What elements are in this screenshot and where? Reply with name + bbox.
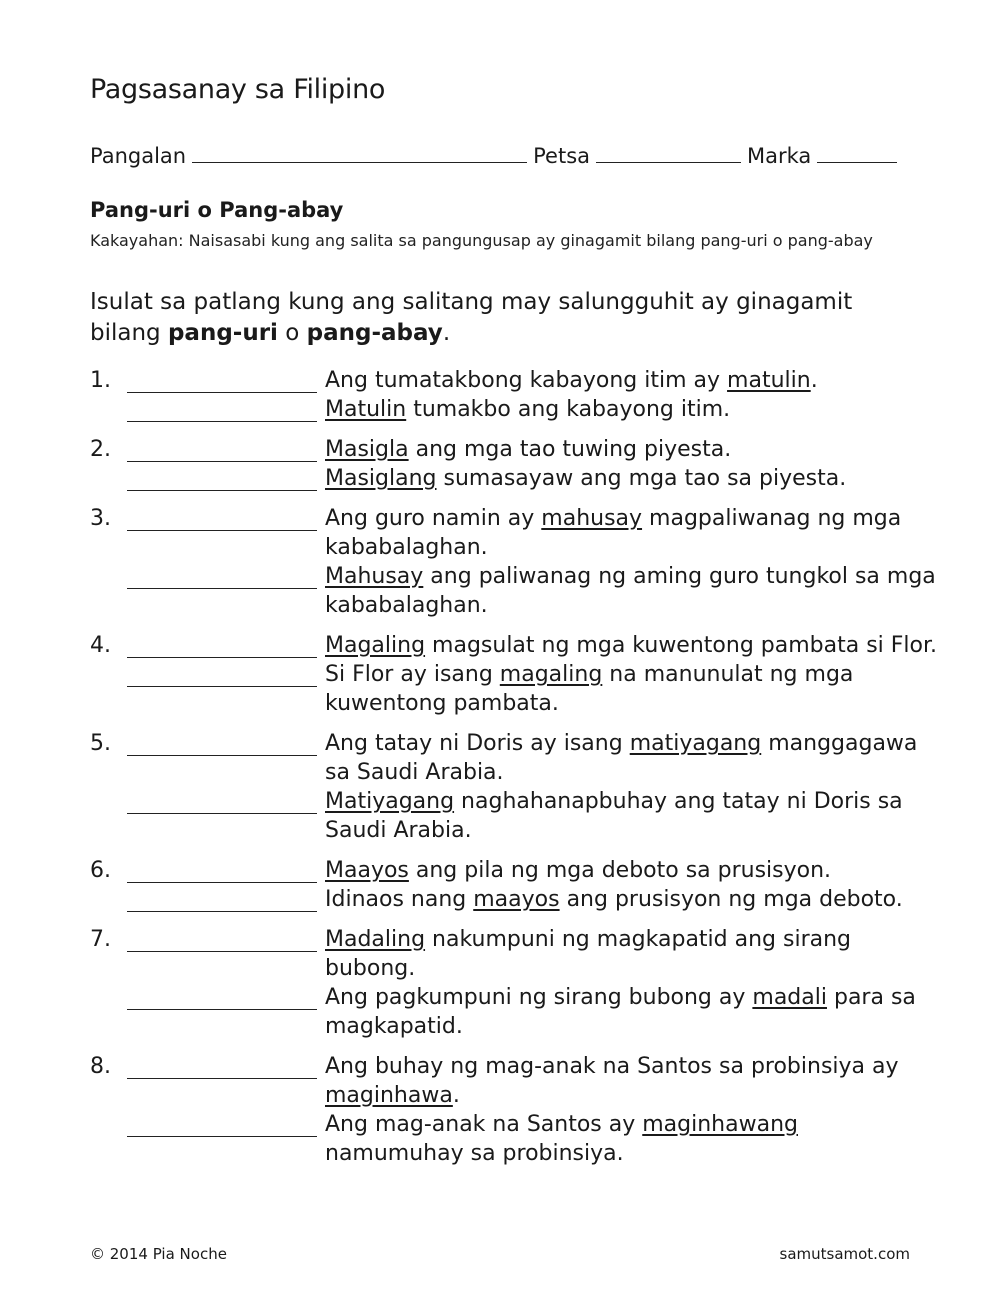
sentence-text: Ang pagkumpuni ng sirang bubong ay (325, 985, 753, 1010)
item-number: 8. (90, 1054, 111, 1079)
instructions-end: . (442, 320, 451, 346)
instructions (90, 287, 920, 349)
underlined-word: maginhawang (642, 1112, 798, 1137)
copyright: © 2014 Pia Noche (90, 1245, 227, 1263)
score-blank[interactable] (817, 142, 897, 163)
term-pang-uri: pang-uri (167, 320, 278, 346)
sentence-text: . (452, 1083, 460, 1108)
term-pang-abay: pang-abay (306, 320, 443, 346)
exercise-sentence (90, 787, 940, 845)
answer-blank[interactable] (127, 366, 317, 393)
date-label: Petsa (533, 144, 591, 168)
underlined-word: Matiyagang (325, 789, 455, 814)
score-label: Marka (747, 144, 812, 168)
answer-blank[interactable] (127, 1052, 317, 1079)
answer-blank[interactable] (127, 787, 317, 814)
section-title: Pang-uri o Pang-abay (90, 198, 344, 222)
underlined-word: matiyagang (629, 731, 762, 756)
exercise-sentence (90, 856, 940, 885)
answer-blank[interactable] (127, 925, 317, 952)
sentence-text: sumasayaw ang mga tao sa piyesta. (436, 466, 847, 491)
underlined-word: maginhawa (325, 1083, 453, 1108)
exercise-sentence (90, 925, 940, 983)
item-number: 2. (90, 437, 111, 462)
name-label: Pangalan (90, 144, 187, 168)
competency-text: Kakayahan: Naisasabi kung ang salita sa pangungusap ay ginagamit bilang pang-uri o pang-abay (90, 231, 873, 250)
sentence-text: Idinaos nang (325, 887, 474, 912)
sentence-text: manggagawa sa Saudi Arabia. (325, 731, 918, 785)
instructions-connector: o (285, 320, 300, 346)
exercise-sentence (90, 885, 940, 914)
underlined-word: Mahusay (325, 564, 424, 589)
answer-blank[interactable] (127, 435, 317, 462)
exercise-sentence (90, 562, 940, 620)
answer-blank[interactable] (127, 729, 317, 756)
date-blank[interactable] (596, 142, 741, 163)
item-number: 6. (90, 858, 111, 883)
name-blank[interactable] (192, 142, 527, 163)
sentence-text: Si Flor ay isang (325, 662, 500, 687)
exercise-item (90, 504, 940, 620)
answer-blank[interactable] (127, 395, 317, 422)
underlined-word: Masiglang (325, 466, 437, 491)
exercise-list (90, 366, 940, 1179)
student-info-line (90, 142, 940, 168)
sentence-text: Ang tumatakbong kabayong itim ay (325, 368, 728, 393)
sentence-text: ang pila ng mga deboto sa prusisyon. (408, 858, 832, 883)
sentence-text: magpaliwanag ng mga kababalaghan. (325, 506, 902, 560)
underlined-word: magaling (499, 662, 603, 687)
answer-blank[interactable] (127, 983, 317, 1010)
sentence-text: ang prusisyon ng mga deboto. (559, 887, 903, 912)
sentence-text: naghahanapbuhay ang tatay ni Doris sa Saudi Arabia. (325, 789, 903, 843)
answer-blank[interactable] (127, 504, 317, 531)
exercise-sentence (90, 464, 940, 493)
sentence-text: Ang buhay ng mag-anak na Santos sa probinsiya ay (325, 1054, 899, 1079)
sentence-text: Ang tatay ni Doris ay isang (325, 731, 630, 756)
underlined-word: mahusay (541, 506, 643, 531)
answer-blank[interactable] (127, 464, 317, 491)
exercise-sentence (90, 1052, 940, 1110)
exercise-item (90, 1052, 940, 1168)
sentence-text: tumakbo ang kabayong itim. (406, 397, 731, 422)
answer-blank[interactable] (127, 660, 317, 687)
sentence-text: nakumpuni ng magkapatid ang sirang bubong. (325, 927, 852, 981)
underlined-word: Madaling (325, 927, 426, 952)
sentence-text: ang paliwanag ng aming guro tungkol sa mga kababalaghan. (325, 564, 936, 618)
underlined-word: Maayos (325, 858, 409, 883)
exercise-item (90, 631, 940, 718)
exercise-item (90, 435, 940, 493)
underlined-word: Magaling (325, 633, 426, 658)
exercise-item (90, 925, 940, 1041)
answer-blank[interactable] (127, 856, 317, 883)
answer-blank[interactable] (127, 885, 317, 912)
exercise-sentence (90, 435, 940, 464)
exercise-sentence (90, 660, 940, 718)
exercise-sentence (90, 729, 940, 787)
website: samutsamot.com (779, 1245, 910, 1263)
exercise-item (90, 856, 940, 914)
sentence-text: Ang mag-anak na Santos ay (325, 1112, 643, 1137)
underlined-word: matulin (727, 368, 811, 393)
sentence-text: na manunulat ng mga kuwentong pambata. (325, 662, 854, 716)
underlined-word: madali (752, 985, 827, 1010)
answer-blank[interactable] (127, 1110, 317, 1137)
item-number: 4. (90, 633, 111, 658)
answer-blank[interactable] (127, 562, 317, 589)
underlined-word: Masigla (325, 437, 409, 462)
item-number: 1. (90, 368, 111, 393)
instructions-text: Isulat sa patlang kung ang salitang may salungguhit ay ginagamit bilang (90, 289, 853, 346)
answer-blank[interactable] (127, 631, 317, 658)
page-title: Pagsasanay sa Filipino (90, 74, 386, 105)
sentence-text: namumuhay sa probinsiya. (325, 1141, 624, 1166)
underlined-word: maayos (473, 887, 560, 912)
sentence-text: para sa magkapatid. (325, 985, 916, 1039)
exercise-sentence (90, 1110, 940, 1168)
sentence-text: magsulat ng mga kuwentong pambata si Flor. (425, 633, 938, 658)
exercise-item (90, 366, 940, 424)
item-number: 3. (90, 506, 111, 531)
sentence-text: ang mga tao tuwing piyesta. (408, 437, 732, 462)
underlined-word: Matulin (325, 397, 407, 422)
exercise-sentence (90, 366, 940, 395)
exercise-sentence (90, 395, 940, 424)
exercise-sentence (90, 504, 940, 562)
sentence-text: . (810, 368, 818, 393)
exercise-item (90, 729, 940, 845)
item-number: 7. (90, 927, 111, 952)
exercise-sentence (90, 631, 940, 660)
item-number: 5. (90, 731, 111, 756)
exercise-sentence (90, 983, 940, 1041)
sentence-text: Ang guro namin ay (325, 506, 542, 531)
